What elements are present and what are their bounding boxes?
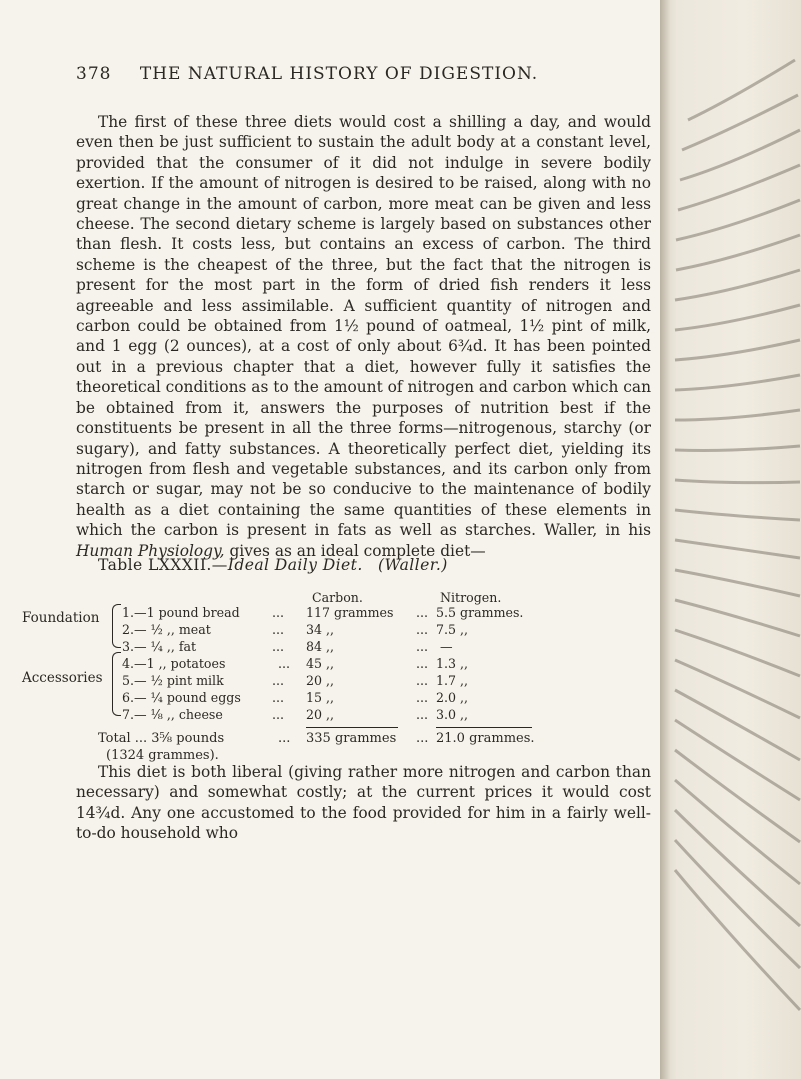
total-rule-carbon — [306, 727, 398, 728]
row-dots: ... — [272, 622, 285, 637]
row-dots: ... — [272, 605, 285, 620]
row-dots: ... — [416, 673, 429, 688]
row-dots: ... — [272, 707, 285, 722]
group-foundation: Foundation — [22, 610, 100, 626]
table-caption — [98, 556, 658, 574]
row-nitrogen: — — [440, 639, 453, 654]
row-carbon: 20 ,, — [306, 673, 335, 688]
paragraph-2-text: This diet is both liberal (giving rather more nitrogen and carbon than necessary) and somewhat costly; at the current prices it would cost 14¾d. Any one accustomed to the food provided for him in a fairly well-to-do household who — [76, 763, 651, 843]
total-nitrogen: 21.0 grammes. — [436, 731, 535, 746]
row-item: 3.— ¼ ,, fat — [122, 639, 197, 654]
paragraph-1-end: gives as an ideal complete diet— — [229, 541, 486, 560]
curled-text-texture — [660, 0, 801, 1079]
row-nitrogen: 1.3 ,, — [436, 656, 469, 671]
row-nitrogen: 1.7 ,, — [436, 673, 469, 688]
paragraph-2 — [76, 762, 651, 844]
row-item: 5.— ½ pint milk — [122, 673, 224, 688]
row-carbon: 45 ,, — [306, 656, 335, 671]
total-grams: (1324 grammes). — [106, 748, 219, 763]
row-nitrogen: 5.5 grammes. — [436, 605, 524, 620]
row-dots: ... — [416, 707, 429, 722]
group-accessories: Accessories — [22, 670, 103, 686]
book-title: Human Physiology, — [76, 541, 225, 560]
row-dots: ... — [416, 656, 429, 671]
row-nitrogen: 3.0 ,, — [436, 707, 469, 722]
table-row — [0, 690, 660, 706]
row-carbon: 20 ,, — [306, 707, 335, 722]
total-dots: ... — [278, 731, 291, 746]
row-item: 6.— ¼ pound eggs — [122, 690, 241, 705]
row-carbon: 15 ,, — [306, 690, 335, 705]
row-dots: ... — [416, 690, 429, 705]
row-dots: ... — [416, 622, 429, 637]
page-number: 378 — [76, 64, 112, 84]
row-dots: ... — [272, 639, 285, 654]
total-dots: ... — [416, 731, 429, 746]
table-caption-prefix: Table LXXXII.— — [98, 556, 228, 574]
total-carbon: 335 grammes — [306, 731, 397, 746]
table-row — [0, 605, 660, 621]
running-header — [76, 64, 636, 84]
table-row — [0, 673, 660, 689]
running-title: THE NATURAL HISTORY OF DIGESTION. — [139, 64, 539, 84]
table-row — [0, 639, 660, 655]
total-label: Total ... 3⅝ pounds — [98, 731, 225, 746]
row-item: 1.—1 pound bread — [122, 605, 240, 620]
row-item: 2.— ½ ,, meat — [122, 622, 211, 637]
total-rule-nitrogen — [436, 727, 532, 728]
table-caption-source: (Waller.) — [378, 556, 448, 574]
col-header-nitrogen: Nitrogen. — [440, 590, 502, 605]
table-row — [0, 622, 660, 638]
table-caption-title: Ideal Daily Diet. — [227, 556, 363, 574]
row-nitrogen: 2.0 ,, — [436, 690, 469, 705]
paragraph-1 — [76, 112, 651, 561]
table-row — [0, 656, 660, 672]
row-carbon: 117 grammes — [306, 605, 394, 620]
row-dots: ... — [272, 690, 285, 705]
row-carbon: 34 ,, — [306, 622, 335, 637]
row-item: 4.—1 ,, potatoes — [122, 656, 226, 671]
row-item: 7.— ⅛ ,, cheese — [122, 707, 223, 722]
paragraph-1-text: The first of these three diets would cost a shilling a day, and would even then be just sufficient to sustain the adult body at a constant level, provided that the consumer of it did not indulge in severe bodily exertion. If the amount of nitrogen is desired to be raised, along with no great change in the amount of carbon, more meat can be given and less cheese. The second dietary scheme is largely based on substances other than flesh. It costs less, but contains an excess of carbon. The third scheme is the cheapest of the three, but the fact that the nitrogen is present for the most part in the form of dried fish renders it less agreeable and less assimilable. A sufficient quantity of nitrogen and carbon could be obtained from 1½ pound of oatmeal, 1½ pint of milk, and 1 egg (2 ounces), at a cost of only about 6¾d. It has been pointed out in a previous chapter that a diet, however fully it satisfies the theoretical conditions as to the amount of nitrogen and carbon which can be obtained from it, answers the purposes of nutrition best if the constituents be present in all the three forms—nitrogenous, starchy (or sugary), and fatty substances. A theoretically perfect diet, yielding its nitrogen from flesh and vegetable substances, and its carbon only from starch or sugar, may not be so conducive to the maintenance of bodily health as a diet containing the same quantities of these elements in which the carbon is present in fats as well as starches. Waller, in his — [76, 113, 651, 540]
row-dots: ... — [272, 673, 285, 688]
col-header-carbon: Carbon. — [312, 590, 363, 605]
next-page-curl — [660, 0, 801, 1079]
row-carbon: 84 ,, — [306, 639, 335, 654]
table-row — [0, 707, 660, 723]
row-dots: ... — [416, 639, 429, 654]
row-dots: ... — [416, 605, 429, 620]
row-dots: ... — [278, 656, 291, 671]
row-nitrogen: 7.5 ,, — [436, 622, 469, 637]
